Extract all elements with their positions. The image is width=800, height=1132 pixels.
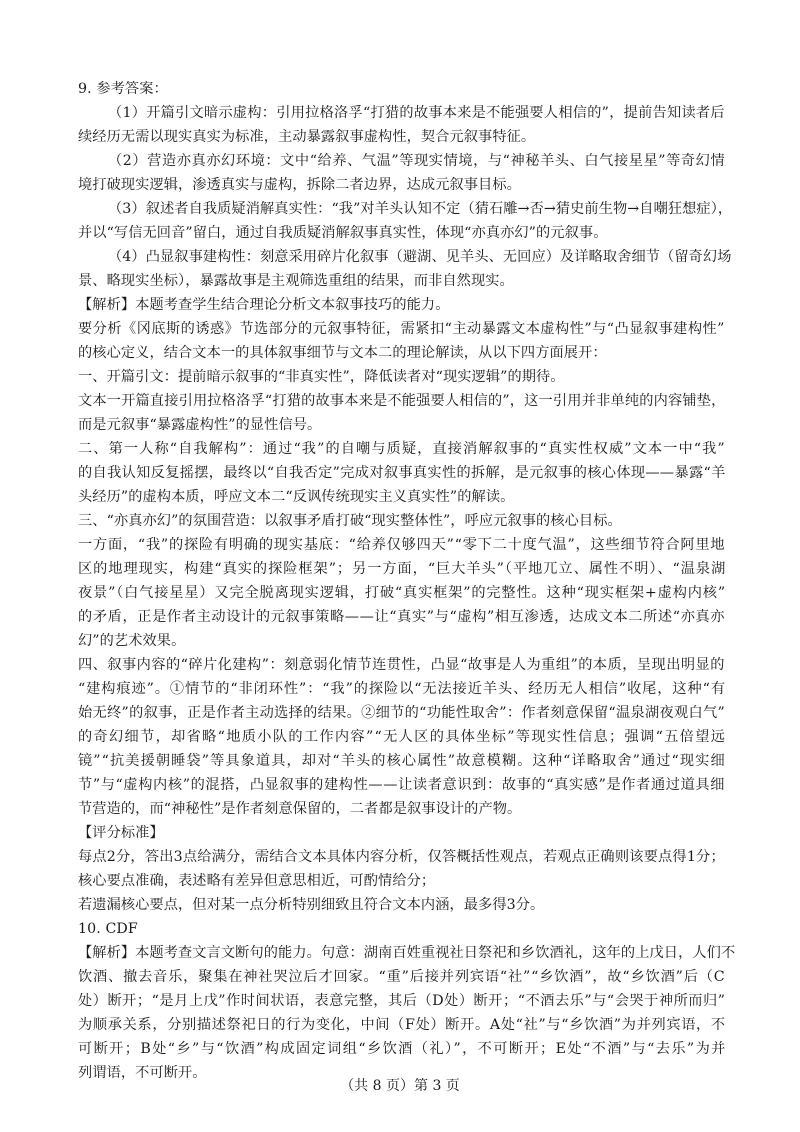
text-line: 景、略现实坐标），暴露故事是主观筛选重组的结果，而非自然现实。 xyxy=(78,273,514,289)
text-line: 始无终”的叙事，正是作者主动选择的结果。②细节的“功能性取舍”：作者刻意保留“温泉湖夜观白气” xyxy=(78,705,726,721)
text-line: 镜”“抗美援朝睡袋”等具象道具，却对“羊头的核心属性”故意模糊。这种“详略取舍”通过“现实细 xyxy=(78,753,726,769)
text-line: 一、开篇引文：提前暗示叙事的“非真实性”，降低读者对“现实逻辑”的期待。 xyxy=(78,369,565,385)
text-line: （2）营造亦真亦幻环境：文中“给养、气温”等现实情境，与“神秘羊头、白气接星星”等奇幻情 xyxy=(108,153,726,169)
text-line: 头经历”的虚构本质，呼应文本二“反讽传统现实主义真实性”的解读。 xyxy=(78,489,515,505)
text-line: 境打破现实逻辑，渗透真实与虚构，拆除二者边界，达成元叙事目标。 xyxy=(78,177,521,193)
text-line: “建构痕迹”。①情节的“非闭环性”：“我”的探险以“无法接近羊头、经历无人相信”收尾，这种“有 xyxy=(78,681,726,697)
text-line: 幻”的艺术效果。 xyxy=(78,633,186,649)
text-line: 并以“写信无回音”留白，通过自我质疑消解叙事真实性，体现“亦真亦幻”的元叙事。 xyxy=(78,225,608,241)
text-line: 【解析】本题考查学生结合理论分析文本叙事技巧的能力。 xyxy=(78,297,450,313)
text-line: 若遗漏核心要点，但对某一点分析特别细致且符合文本内涵，最多得3分。 xyxy=(78,897,545,913)
text-line: 的核心定义，结合文本一的具体叙事细节与文本二的理论解读，从以下四方面展开： xyxy=(78,345,607,361)
text-line: 而是元叙事“暴露虚构性”的显性信号。 xyxy=(78,417,322,433)
text-line: 夜景”（白气接星星）又完全脱离现实逻辑，打破“真实框架”的完整性。这种“现实框架+虚构内核” xyxy=(78,585,726,601)
text-line: 列谓语，不可断开。 xyxy=(78,1065,207,1081)
text-line: 每点2分，答出3点给满分，需结合文本具体内容分析，仅答概括性观点，若观点正确则该要点得1分； xyxy=(78,849,725,865)
text-line: 的矛盾，正是作者主动设计的元叙事策略——让“真实”与“虚构”相互渗透，达成文本二所述“亦真亦 xyxy=(78,609,726,625)
text-line: 节营造的，而“神秘性”是作者刻意保留的，二者都是叙事设计的产物。 xyxy=(78,801,522,817)
text-line: （1）开篇引文暗示虚构：引用拉格洛孚“打猎的故事本来是不能强要人相信的”，提前告知读者后 xyxy=(108,105,725,121)
text-line: 文本一开篇直接引用拉格洛孚“打猎的故事本来是不能强要人相信的”，这一引用并非单纯的内容铺垫， xyxy=(78,393,726,409)
text-line: 饮酒、撤去音乐，聚集在神社哭泣后才回家。“重”后接并列宾语“社”“乡饮酒”，故“乡饮酒”后（C xyxy=(78,969,726,985)
text-line: 可断开；B处“乡”与“饮酒”构成固定词组“乡饮酒（礼）”，不可断开；E处“不酒”与“去乐”为并 xyxy=(78,1041,727,1057)
text-line: 的奇幻细节，却省略“地质小队的工作内容”“无人区的具体坐标”等现实性信息；强调“五倍望远 xyxy=(78,729,727,745)
text-line: 处）断开；“是月上戊”作时间状语，表意完整，其后（D处）断开；“不酒去乐”与“会哭于神所而归” xyxy=(78,993,726,1009)
text-line: 核心要点准确，表述略有差异但意思相近，可酌情给分； xyxy=(78,873,436,889)
text-line: （4）凸显叙事建构性：刻意采用碎片化叙事（避湖、见羊头、无回应）及详略取舍细节（留奇幻场 xyxy=(108,249,732,265)
text-line: 的自我认知反复摇摆，最终以“自我否定”完成对叙事真实性的拆解，是元叙事的核心体现——暴露“羊 xyxy=(78,465,726,481)
text-line: 为顺承关系，分别描述祭祀日的行为变化，中间（F处）断开。A处“社”与“乡饮酒”为并列宾语，不 xyxy=(78,1017,726,1033)
text-line: 要分析《冈底斯的诱惑》节选部分的元叙事特征，需紧扣“主动暴露文本虚构性”与“凸显叙事建构性” xyxy=(78,321,725,337)
text-line: 一方面，“我”的探险有明确的现实基底：“给养仅够四天”“零下二十度气温”，这些细节符合阿里地 xyxy=(78,537,726,553)
text-line: 四、叙事内容的“碎片化建构”：刻意弱化情节连贯性，凸显“故事是人为重组”的本质，呈现出明显的 xyxy=(78,657,725,673)
text-line: 节”与“虚构内核”的混搭，凸显叙事的建构性——让读者意识到：故事的“真实感”是作者通过道具细 xyxy=(78,777,726,793)
page-footer: （共 8 页）第 3 页 xyxy=(340,1078,460,1094)
text-line: 续经历无需以现实真实为标准，主动暴露叙事虚构性，契合元叙事特征。 xyxy=(78,129,536,145)
text-line: 【评分标准】 xyxy=(78,825,164,841)
text-line: 10. CDF xyxy=(78,921,138,937)
text-line: 区的地理现实，构建“真实的探险框架”；另一方面，“巨大羊头”（平地兀立、属性不明）、“温泉湖 xyxy=(78,561,727,577)
text-line: （3）叙述者自我质疑消解真实性：“我”对羊头认知不定（猜石雕→否→猜史前生物→自嘲狂想症）， xyxy=(108,201,733,217)
text-line: 三、“亦真亦幻”的氛围营造：以叙事矛盾打破“现实整体性”，呼应元叙事的核心目标。 xyxy=(78,513,622,529)
text-line: 二、第一人称“自我解构”：通过“我”的自嘲与质疑，直接消解叙事的“真实性权威”文本一中“我” xyxy=(78,441,726,457)
text-line: 【解析】本题考查文言文断句的能力。句意：湖南百姓重视社日祭祀和乡饮酒礼，这年的上戊日，人们不 xyxy=(78,945,736,961)
text-line: 9. 参考答案： xyxy=(78,81,168,97)
